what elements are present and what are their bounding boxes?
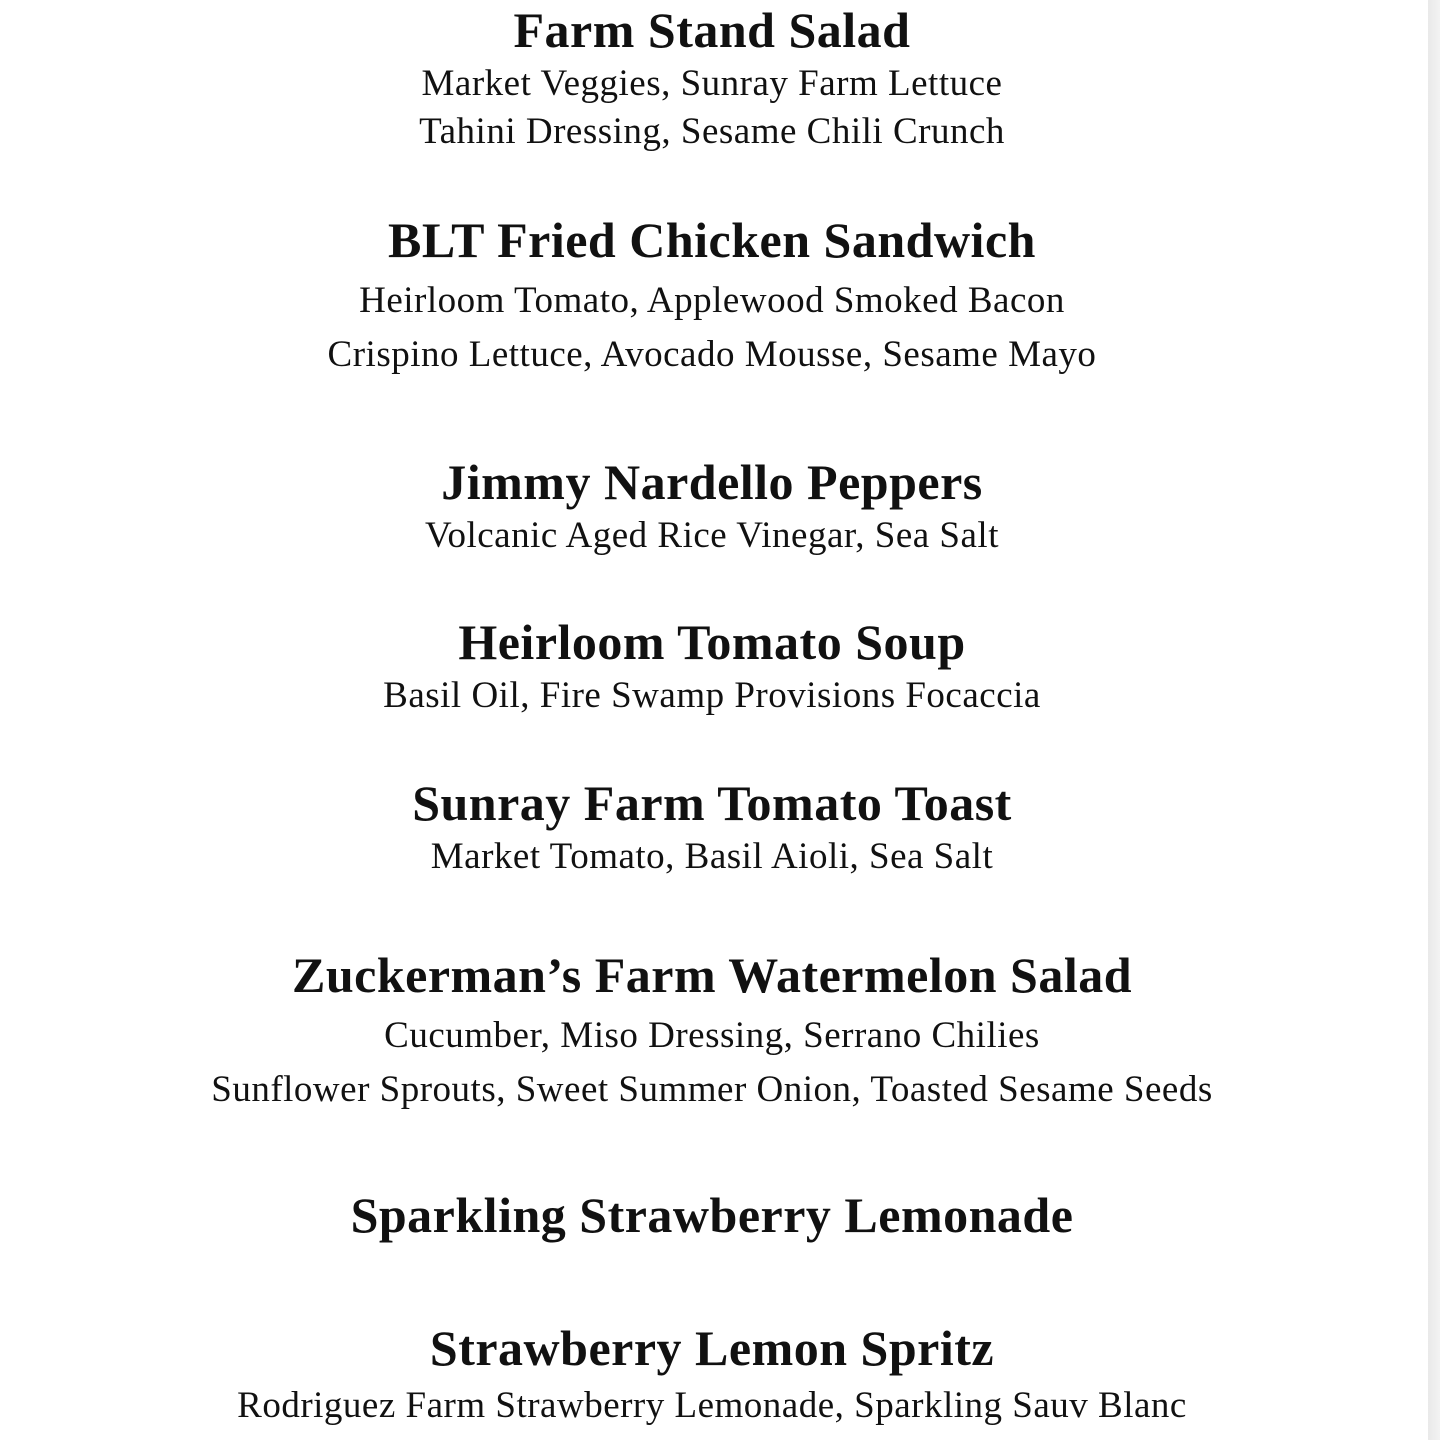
menu-item xyxy=(0,1318,1424,1432)
menu-item xyxy=(0,452,1424,560)
menu-item xyxy=(0,0,1424,156)
menu-item-description-line: Volcanic Aged Rice Vinegar, Sea Salt xyxy=(425,515,999,556)
menu-item-description-line: Market Veggies, Sunray Farm Lettuce xyxy=(421,63,1003,104)
menu-item-description-line: Heirloom Tomato, Applewood Smoked Bacon xyxy=(359,280,1065,321)
menu-item-title: Strawberry Lemon Spritz xyxy=(429,1320,995,1376)
menu-item-title: Farm Stand Salad xyxy=(513,2,911,58)
menu-item-description-line: Cucumber, Miso Dressing, Serrano Chilies xyxy=(384,1015,1040,1056)
menu-item xyxy=(0,612,1424,720)
menu-item-title: Sunray Farm Tomato Toast xyxy=(412,775,1012,831)
menu-item-description-line: Crispino Lettuce, Avocado Mousse, Sesame Mayo xyxy=(327,334,1097,375)
menu-item xyxy=(0,210,1424,382)
menu-item xyxy=(0,773,1424,881)
menu-item-description-line: Sunflower Sprouts, Sweet Summer Onion, Toasted Sesame Seeds xyxy=(211,1069,1213,1110)
menu-item xyxy=(0,1185,1424,1245)
menu-item-title: Heirloom Tomato Soup xyxy=(458,614,966,670)
page-edge xyxy=(1428,0,1440,1440)
menu-item-title: Jimmy Nardello Peppers xyxy=(441,454,983,510)
menu-item-title: BLT Fried Chicken Sandwich xyxy=(388,212,1036,268)
menu-item-description-line: Rodriguez Farm Strawberry Lemonade, Sparkling Sauv Blanc xyxy=(237,1385,1187,1426)
menu-item-description-line: Market Tomato, Basil Aioli, Sea Salt xyxy=(430,836,994,877)
menu-item-title: Zuckerman’s Farm Watermelon Salad xyxy=(291,947,1133,1003)
menu-item-description-line: Tahini Dressing, Sesame Chili Crunch xyxy=(419,111,1005,152)
menu-item-description-line: Basil Oil, Fire Swamp Provisions Focaccia xyxy=(383,675,1041,716)
menu-item xyxy=(0,945,1424,1117)
menu-item-title: Sparkling Strawberry Lemonade xyxy=(350,1187,1074,1243)
